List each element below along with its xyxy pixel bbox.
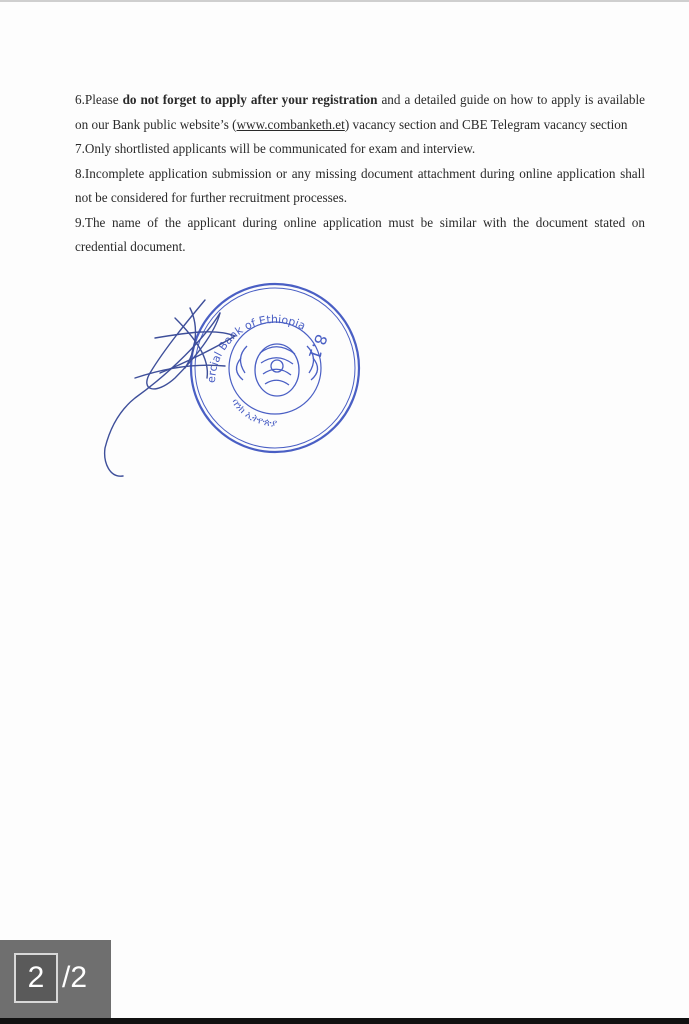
item-text: Incomplete application submission or any missing document attachment during online application shall not be considered for further recruitment processes.	[75, 165, 645, 205]
item-text: The name of the applicant during online application must be similar with the document stated on credential document.	[75, 214, 645, 254]
item-number: 8.	[75, 165, 85, 181]
document-body	[75, 88, 645, 260]
item-number: 6.	[75, 92, 85, 107]
list-item-7	[75, 137, 645, 162]
page-indicator[interactable]	[0, 940, 111, 1018]
stamp-outer-text: ercial Bank of Ethiopia	[204, 312, 308, 384]
page-top-edge	[0, 0, 689, 2]
official-stamp-icon	[95, 278, 375, 488]
stamp-code: 8.1	[304, 331, 332, 363]
item-number: 9.	[75, 214, 85, 230]
item-text-bold: do not forget to apply after your registration	[122, 92, 378, 107]
current-page-number: 2	[27, 961, 45, 994]
item-text-pre: Please	[84, 92, 123, 107]
item-text: Only shortlisted applicants will be communicated for exam and interview.	[84, 141, 476, 156]
list-item-8	[75, 162, 645, 211]
stamp-bottom-text: ባንክ ኢትዮጵያ	[228, 396, 278, 430]
bottom-bar	[0, 1018, 689, 1024]
stamp-emblem	[236, 344, 317, 396]
signature-and-stamp	[95, 278, 375, 488]
total-pages: /2	[62, 961, 88, 994]
item-text-mid: and a detailed guide on how to apply is available on our Bank public website’s (	[75, 92, 645, 132]
website-link[interactable]: www.combanketh.et	[236, 116, 345, 132]
current-page-box[interactable]	[14, 953, 58, 1003]
list-item-9	[75, 211, 645, 260]
item-text-post: ) vacancy section and CBE Telegram vacancy section	[344, 116, 628, 132]
signature-icon	[105, 300, 235, 476]
list-item-6	[75, 88, 645, 137]
item-number: 7.	[75, 141, 85, 156]
